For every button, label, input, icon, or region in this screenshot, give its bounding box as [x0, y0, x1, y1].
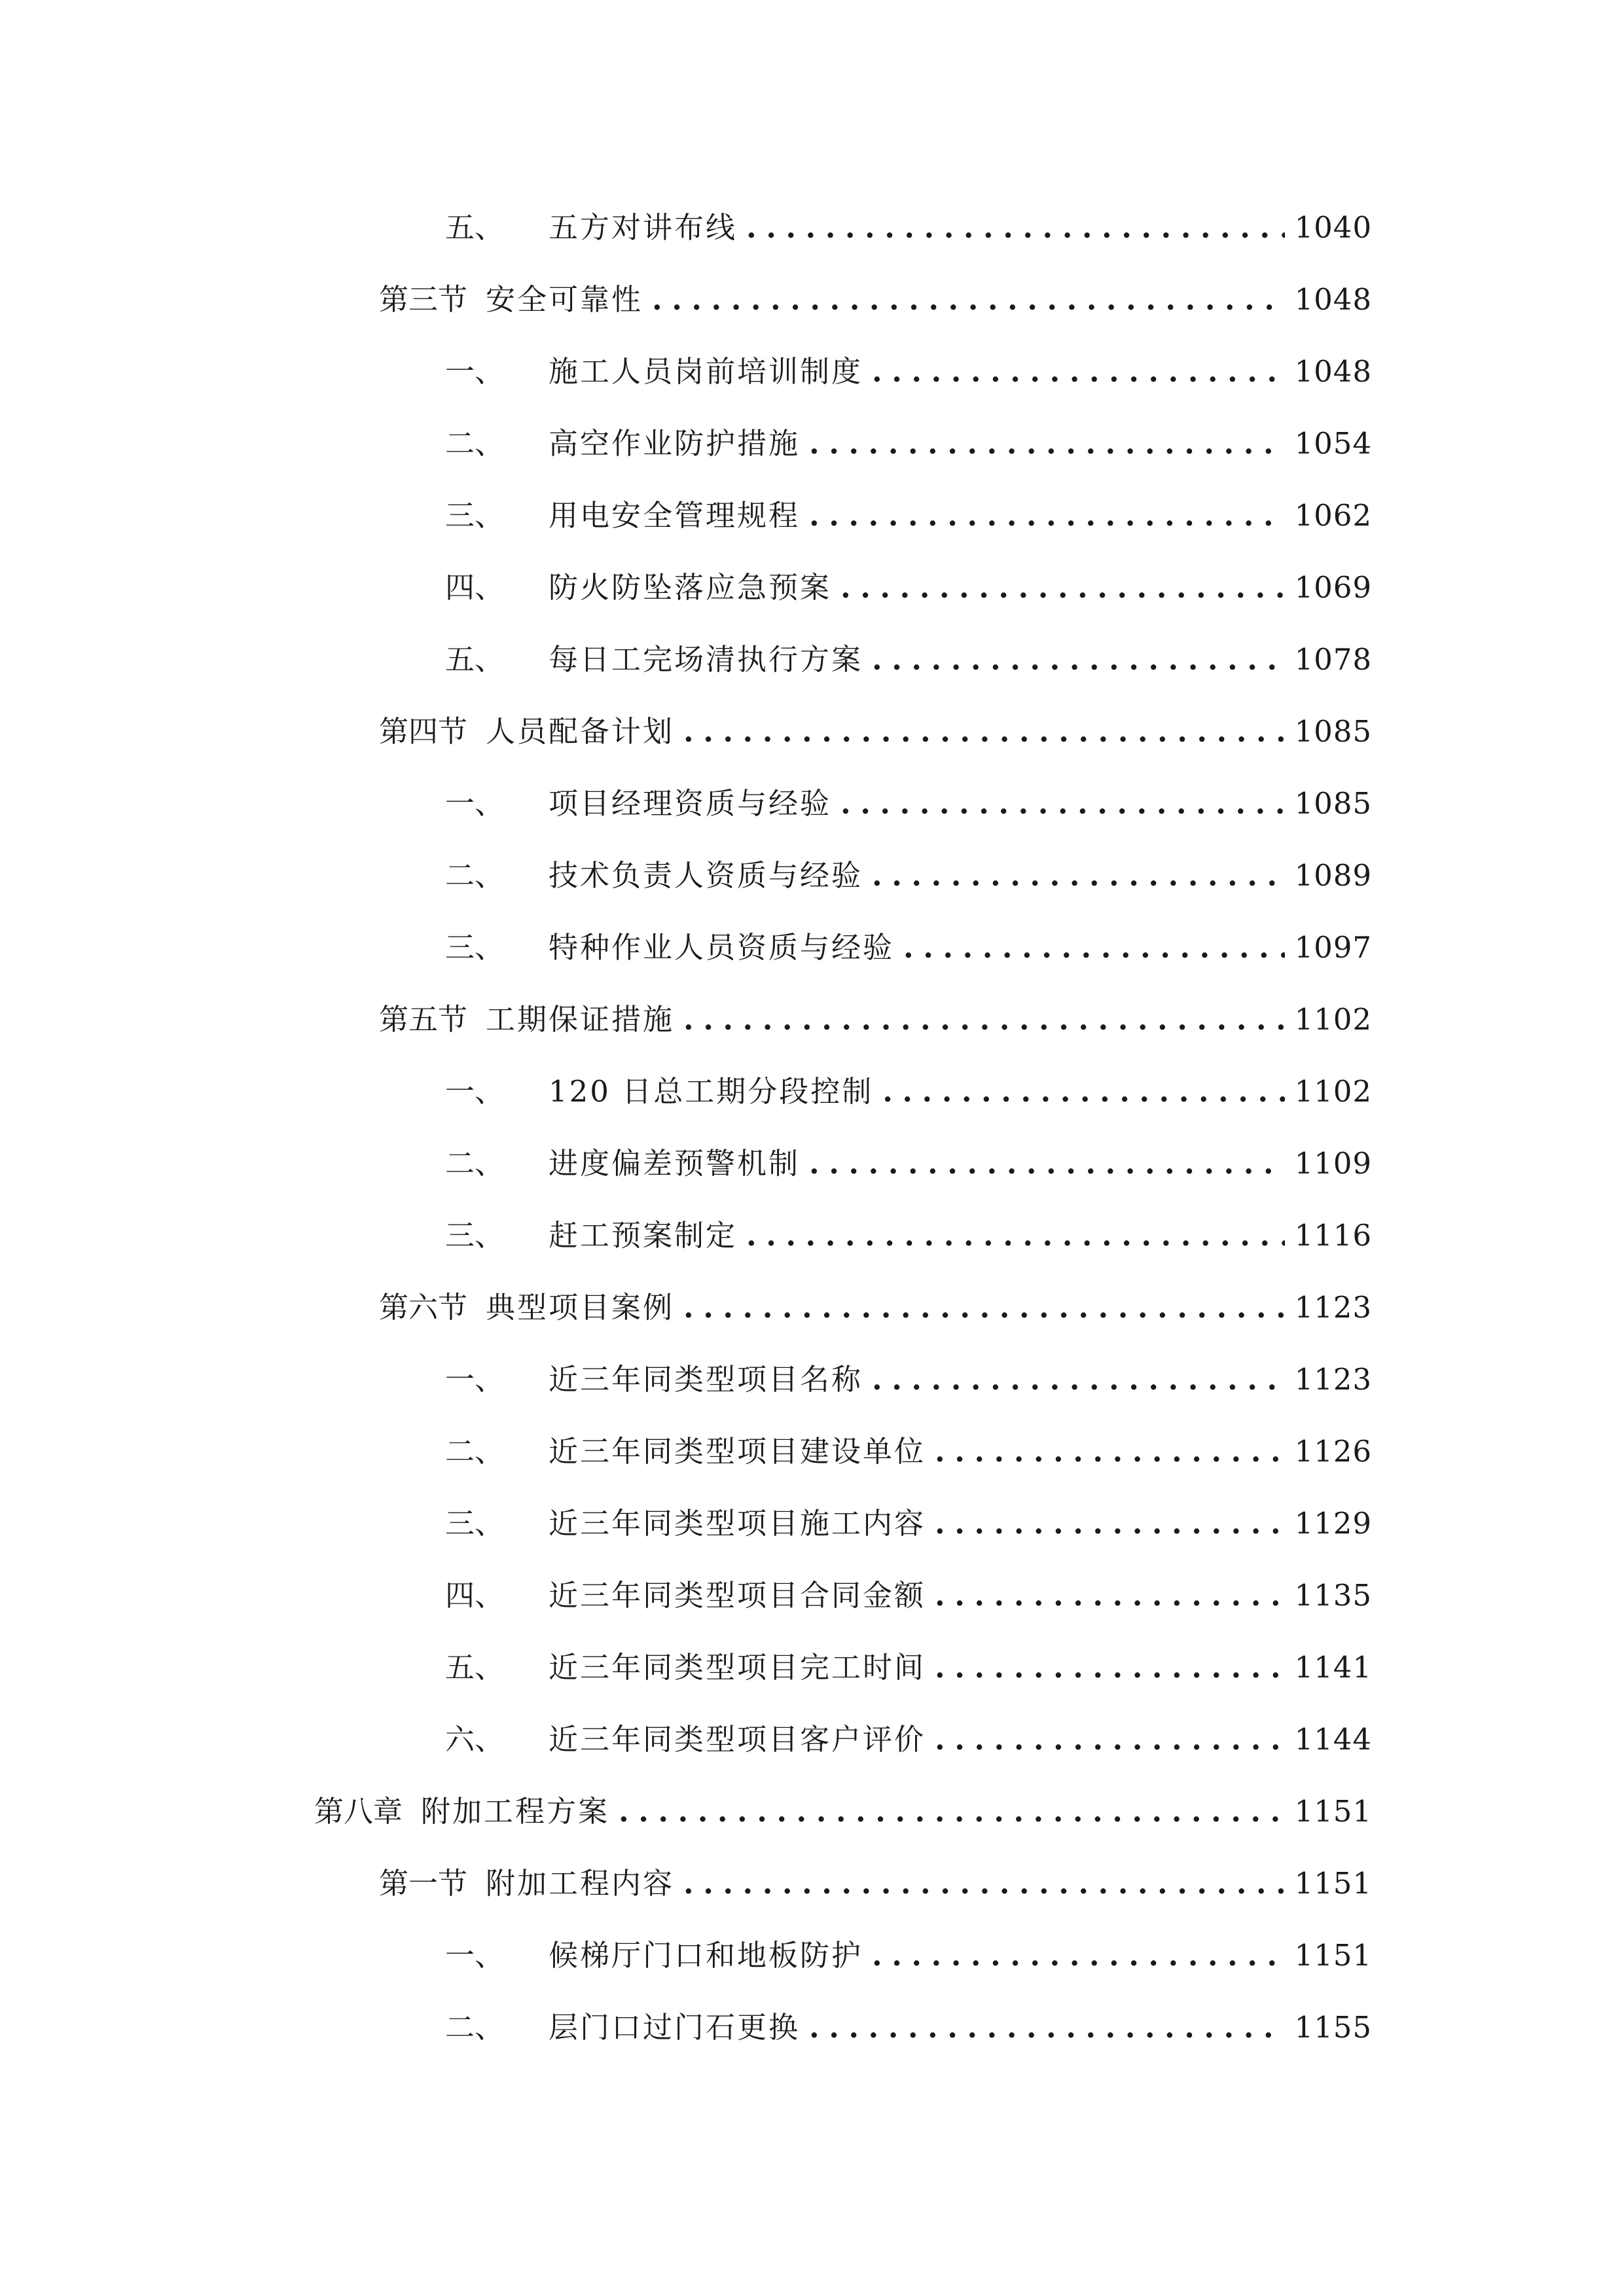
- toc-entry-title: 高空作业防护措施: [549, 426, 801, 461]
- toc-entry-label: 二、: [445, 2010, 505, 2045]
- toc-dot-leader: [619, 1785, 1285, 1838]
- toc-entry[interactable]: [445, 1570, 1372, 1622]
- toc-entry-title: 近三年同类型项目完工时间: [549, 1650, 926, 1685]
- toc-entry-label: 五、: [445, 1650, 505, 1685]
- toc-page-number: 1109: [1294, 1146, 1372, 1181]
- toc-dot-leader: [935, 1426, 1285, 1478]
- toc-page-number: 1089: [1294, 858, 1372, 893]
- toc-dot-leader: [872, 1929, 1285, 1982]
- toc-entry[interactable]: [445, 1210, 1372, 1262]
- toc-page-number: 1116: [1294, 1218, 1372, 1253]
- toc-entry[interactable]: [445, 1066, 1372, 1118]
- toc-entry-label: 第六节: [379, 1290, 468, 1325]
- toc-entry-title: 特种作业人员资质与经验: [549, 930, 895, 965]
- toc-page-number: 1085: [1294, 714, 1372, 749]
- toc-page-number: 1097: [1294, 930, 1372, 965]
- toc-entry-label: 四、: [445, 570, 505, 605]
- toc-entry[interactable]: [445, 1713, 1372, 1766]
- toc-entry-label: 一、: [445, 1362, 505, 1397]
- toc-dot-leader: [872, 850, 1285, 902]
- toc-page-number: 1102: [1294, 1002, 1372, 1037]
- toc-entry[interactable]: [445, 1641, 1372, 1694]
- toc-page-number: 1135: [1294, 1578, 1372, 1613]
- toc-page-number: 1078: [1294, 642, 1372, 677]
- toc-dot-leader: [809, 490, 1285, 542]
- toc-entry-title: 近三年同类型项目施工内容: [549, 1506, 926, 1541]
- toc-entry[interactable]: [379, 1282, 1372, 1334]
- toc-entry-label: 第三节: [379, 282, 468, 317]
- toc-page-number: 1126: [1294, 1434, 1372, 1469]
- toc-entry[interactable]: [379, 706, 1372, 758]
- toc-page-number: 1040: [1294, 210, 1372, 245]
- toc-entry-label: 第八章: [314, 1794, 403, 1829]
- toc-dot-leader: [840, 562, 1285, 614]
- toc-dot-leader: [683, 1282, 1285, 1334]
- toc-dot-leader: [683, 706, 1285, 758]
- toc-dot-leader: [935, 1713, 1285, 1766]
- toc-entry-label: 三、: [445, 1218, 505, 1253]
- toc-entry-label: 三、: [445, 930, 505, 965]
- toc-entry-title: 工期保证措施: [486, 1002, 675, 1037]
- toc-entry-label: 六、: [445, 1722, 505, 1757]
- toc-entry[interactable]: [379, 994, 1372, 1046]
- toc-entry-label: 四、: [445, 1578, 505, 1613]
- toc-entry[interactable]: [445, 1498, 1372, 1550]
- toc-page-number: 1151: [1294, 1938, 1372, 1973]
- toc-dot-leader: [809, 2001, 1285, 2054]
- toc-page-number: 1123: [1294, 1362, 1372, 1397]
- toc-page-number: 1151: [1294, 1794, 1372, 1829]
- toc-entry[interactable]: [314, 1785, 1372, 1838]
- toc-entry[interactable]: [445, 850, 1372, 902]
- toc-dot-leader: [746, 202, 1285, 254]
- toc-dot-leader: [872, 346, 1285, 398]
- toc-dot-leader: [872, 634, 1285, 686]
- toc-entry-label: 五、: [445, 210, 505, 245]
- toc-dot-leader: [652, 274, 1285, 326]
- toc-page-number: 1151: [1294, 1866, 1372, 1901]
- toc-entry[interactable]: [379, 1857, 1372, 1910]
- toc-entry-title: 每日工完场清执行方案: [549, 642, 863, 677]
- toc-dot-leader: [683, 1857, 1285, 1910]
- toc-entry-label: 三、: [445, 1506, 505, 1541]
- toc-entry[interactable]: [445, 1426, 1372, 1478]
- toc-dot-leader: [935, 1641, 1285, 1694]
- toc-entry-title: 五方对讲布线: [549, 210, 738, 245]
- toc-entry-title: 防火防坠落应急预案: [549, 570, 832, 605]
- toc-dot-leader: [903, 922, 1285, 974]
- toc-entry-title: 人员配备计划: [486, 714, 675, 749]
- toc-entry-title: 近三年同类型项目建设单位: [549, 1434, 926, 1469]
- toc-entry-label: 五、: [445, 642, 505, 677]
- toc-entry-title: 近三年同类型项目名称: [549, 1362, 863, 1397]
- toc-entry[interactable]: [379, 274, 1372, 326]
- toc-entry[interactable]: [445, 346, 1372, 398]
- toc-page-number: 1048: [1294, 354, 1372, 389]
- toc-entry-title: 120 日总工期分段控制: [549, 1074, 874, 1109]
- toc-entry[interactable]: [445, 418, 1372, 470]
- toc-entry[interactable]: [445, 490, 1372, 542]
- toc-dot-leader: [872, 1354, 1285, 1406]
- toc-page-number: 1054: [1294, 426, 1372, 461]
- toc-entry-title: 附加工程内容: [486, 1866, 675, 1901]
- toc-entry-label: 一、: [445, 1074, 505, 1109]
- toc-entry-label: 第五节: [379, 1002, 468, 1037]
- toc-dot-leader: [809, 418, 1285, 470]
- toc-entry[interactable]: [445, 922, 1372, 974]
- toc-dot-leader: [746, 1210, 1285, 1262]
- toc-entry-title: 附加工程方案: [421, 1794, 610, 1829]
- toc-entry[interactable]: [445, 1929, 1372, 1982]
- toc-entry[interactable]: [445, 562, 1372, 614]
- toc-entry-label: 二、: [445, 858, 505, 893]
- toc-page-number: 1123: [1294, 1290, 1372, 1325]
- toc-entry-label: 一、: [445, 1938, 505, 1973]
- toc-page-number: 1144: [1294, 1722, 1372, 1757]
- toc-entry-title: 安全可靠性: [486, 282, 643, 317]
- toc-entry-title: 赶工预案制定: [549, 1218, 738, 1253]
- toc-page-number: 1062: [1294, 498, 1372, 533]
- toc-entry-title: 近三年同类型项目客户评价: [549, 1722, 926, 1757]
- toc-entry-title: 项目经理资质与经验: [549, 786, 832, 821]
- toc-entry-label: 三、: [445, 498, 505, 533]
- toc-entry-title: 技术负责人资质与经验: [549, 858, 863, 893]
- toc-entry-label: 第四节: [379, 714, 468, 749]
- toc-entry-label: 第一节: [379, 1866, 468, 1901]
- toc-page-number: 1141: [1294, 1650, 1372, 1685]
- toc-entry-label: 二、: [445, 426, 505, 461]
- toc-entry-title: 近三年同类型项目合同金额: [549, 1578, 926, 1613]
- toc-entry-title: 层门口过门石更换: [549, 2010, 801, 2045]
- toc-entry[interactable]: [445, 1354, 1372, 1406]
- toc-entry-label: 二、: [445, 1146, 505, 1181]
- toc-entry-label: 一、: [445, 354, 505, 389]
- toc-entry-label: 一、: [445, 786, 505, 821]
- toc-page-number: 1085: [1294, 786, 1372, 821]
- toc-entry-title: 候梯厅门口和地板防护: [549, 1938, 863, 1973]
- toc-dot-leader: [809, 1138, 1285, 1190]
- toc-page-number: 1048: [1294, 282, 1372, 317]
- toc-dot-leader: [840, 778, 1285, 830]
- toc-entry-label: 二、: [445, 1434, 505, 1469]
- toc-page-number: 1102: [1294, 1074, 1372, 1109]
- toc-dot-leader: [882, 1066, 1285, 1118]
- toc-entry-title: 典型项目案例: [486, 1290, 675, 1325]
- toc-page-number: 1129: [1294, 1506, 1372, 1541]
- toc-entry-title: 进度偏差预警机制: [549, 1146, 801, 1181]
- toc-entry-title: 施工人员岗前培训制度: [549, 354, 863, 389]
- toc-entry[interactable]: [445, 634, 1372, 686]
- toc-entry[interactable]: [445, 778, 1372, 830]
- toc-dot-leader: [935, 1570, 1285, 1622]
- toc-dot-leader: [935, 1498, 1285, 1550]
- toc-entry[interactable]: [445, 1138, 1372, 1190]
- toc-page-number: 1069: [1294, 570, 1372, 605]
- toc-page-number: 1155: [1294, 2010, 1372, 2045]
- toc-dot-leader: [683, 994, 1285, 1046]
- toc-entry-title: 用电安全管理规程: [549, 498, 801, 533]
- toc-entry[interactable]: [445, 2001, 1372, 2054]
- toc-entry[interactable]: [445, 202, 1372, 254]
